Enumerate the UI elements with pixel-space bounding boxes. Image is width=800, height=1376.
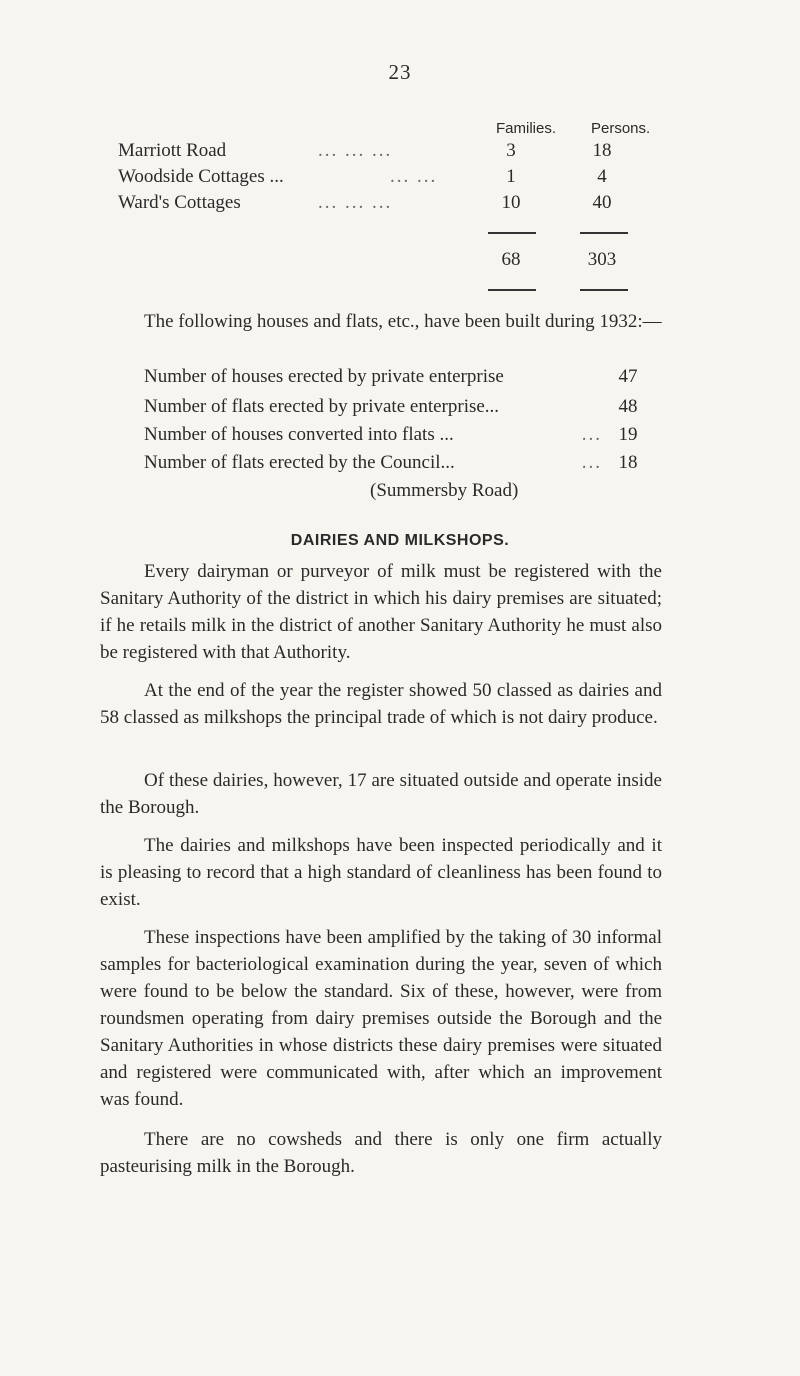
item-label: Number of flats erected by the Council... [144,452,455,473]
persons-value: 18 [592,140,612,161]
item-label: Number of houses converted into flats ... [144,424,454,445]
paragraph: Every dairyman or purveyor of milk must be registered with the Sanitary Authority of the district in which his dairy premises are situated; if he retails milk in the district of another Sanitary Authority he must also be registered with that Authority. [100,561,662,663]
item-label: Number of flats erected by private enterprise... [144,396,500,417]
leader-dots: ... ... ... [318,192,393,213]
rule-persons-top [580,232,628,234]
paragraph: At the end of the year the register showed 50 classed as dairies and 58 classed as milkshops the principal trade of which is not dairy produce. [100,680,662,728]
list-item [144,424,662,452]
list-item [144,366,662,394]
item-value: 47 [618,366,638,387]
total-families: 68 [501,249,521,270]
column-header-families: Families. [496,120,557,137]
total-persons: 303 [587,249,617,270]
paragraph: There are no cowsheds and there is only one firm actually pasteurising milk in the Borough. [100,1129,662,1177]
leader-dots: ... [581,424,602,445]
leader-dots: ... ... [390,166,438,187]
paragraph: These inspections have been amplified by the taking of 30 informal samples for bacteriological examination during the year, seven of which were found to be below the standard. Six of these, however, were from roundsmen operating from dairy premises outside the Borough and the Sanitary Authorities in whose districts these dairy premises were situated and registered were communicated with, after which an improvement was found. [100,927,662,1110]
paragraph: Of these dairies, however, 17 are situated outside and operate inside the Borough. [100,770,662,818]
page-number: 23 [388,60,412,84]
item-value: 48 [618,396,638,417]
leader-dots: ... [581,452,602,473]
item-value: 18 [618,452,638,473]
rule-persons-bottom [580,289,628,291]
item-value: 19 [618,424,638,445]
paragraph: The dairies and milkshops have been inspected periodically and it is pleasing to record that a high standard of cleanliness has been found to exist. [100,835,662,910]
list-item [144,396,662,424]
rule-families-top [488,232,536,234]
persons-value: 4 [597,166,607,187]
column-header-persons: Persons. [591,120,651,137]
row-label: Marriott Road [118,140,227,161]
families-value: 1 [506,166,516,187]
families-value: 3 [506,140,516,161]
built-intro: The following houses and flats, etc., have been built during 1932:— [144,311,662,332]
section-heading: DAIRIES AND MILKSHOPS. [290,532,510,549]
rule-families-bottom [488,289,536,291]
row-label: Woodside Cottages ... [118,166,284,187]
families-value: 10 [501,192,521,213]
item-label: Number of houses erected by private enterprise [144,366,504,387]
persons-value: 40 [592,192,612,213]
list-item [144,452,662,480]
row-label: Ward's Cottages [118,192,241,213]
leader-dots: ... ... ... [318,140,393,161]
built-note: (Summersby Road) [370,480,519,501]
